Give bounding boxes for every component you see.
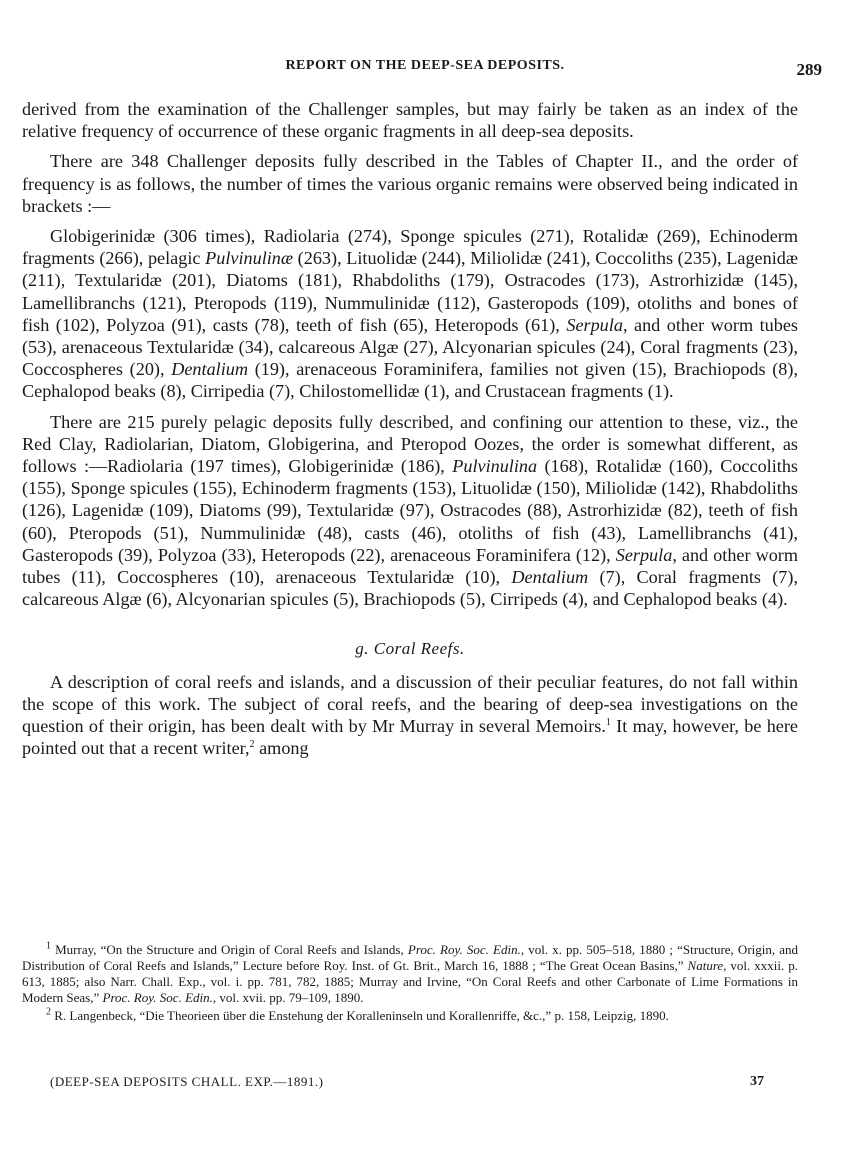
body-text xyxy=(22,98,798,767)
italic-term: Pulvinulinæ xyxy=(205,248,294,269)
text-run: , and other worm tubes (11), Coccospheres (10), arenaceous Textularidæ (10), xyxy=(22,544,799,588)
running-head: REPORT ON THE DEEP-SEA DEPOSITS. xyxy=(285,58,565,73)
text-run: , and other worm tubes (53), arenaceous Textularidæ (34), calcareous Algæ (27), Alcyonarian spicules (24), Coral fragments (23), Coccospheres (20), xyxy=(22,314,798,380)
text-run: (19), arenaceous Foraminifera, families not given (15), Brachiopods (8), Cephalopod beaks (8), Cirripedia (7), Chilostomellidæ (1), and Crustacean fragments (1). xyxy=(22,359,798,402)
footnotes xyxy=(22,942,798,1026)
text-run: A description of coral reefs and islands, and a discussion of their peculiar features, do not fall within the scope of this work. The subject of coral reefs, and the bearing of deep-sea investigations on the question of their origin, has been dealt with by Mr Murray in several Memoirs. xyxy=(22,671,798,737)
text-run: Globigerinidæ (306 times), Radiolaria (274), Sponge spicules (271), Rotalidæ (269), Echinoderm fragments (266), pelagic xyxy=(22,226,798,269)
italic-citation: Proc. Roy. Soc. Edin. xyxy=(407,942,521,957)
paragraph-continuation: derived from the examination of the Challenger samples, but may fairly be taken as an index of the relative frequency of occurrence of these organic fragments in all deep-sea deposits. xyxy=(22,99,798,142)
footnote-2 xyxy=(22,1008,798,1024)
page-footer xyxy=(22,1074,828,1094)
text-run: , vol. x. pp. 505–518, 1880 ; “Structure, Origin, and Distribution of Coral Reefs and Islands,” Lecture before Roy. Inst. of Gt. Brit., March 16, 1888 ; “The Great Ocean Basins,” xyxy=(22,942,799,973)
italic-term: Dentalium xyxy=(171,359,249,380)
paragraph-challenger-deposits: There are 348 Challenger deposits fully described in the Tables of Chapter II., and the order of frequency is as follows, the number of times the various organic remains were observed being indicated in brackets :— xyxy=(22,151,798,216)
italic-term: Dentalium xyxy=(511,567,589,588)
footnote-ref[interactable]: 1 xyxy=(605,717,611,729)
text-run: , vol. xxxii. p. 613, 1885; also Narr. Chall. Exp., vol. i. pp. 781, 782, 1885; Murray and Irvine, “On Coral Reefs and other Carbonate of Lime Formations in Modern Seas,” xyxy=(22,958,798,1005)
text-run: , vol. xvii. pp. 79–109, 1890. xyxy=(212,990,364,1005)
page-number: 289 xyxy=(796,60,822,79)
text-run: R. Langenbeck, “Die Theorieen über die Enstehung der Koralleninseln und Korallenriffe, &c.,” p. 158, Leipzig, 1890. xyxy=(51,1008,669,1023)
text-run: (7), Coral fragments (7), calcareous Algæ (6), Alcyonarian spicules (5), Brachiopods (5), Cirripeds (4), and Cephalopod beaks (4). xyxy=(22,567,799,610)
footnote-mark: 2 xyxy=(46,1006,51,1018)
italic-citation: Proc. Roy. Soc. Edin. xyxy=(102,990,213,1005)
italic-term: Pulvinulina xyxy=(452,456,538,477)
footnote-1 xyxy=(22,942,798,1006)
section-heading: g. Coral Reefs. xyxy=(355,639,465,659)
italic-term: Serpula xyxy=(615,544,673,565)
signature-number: 37 xyxy=(750,1074,764,1089)
paragraph-coral-reefs xyxy=(22,671,798,760)
paragraph-frequency-list xyxy=(22,225,798,403)
footnote-mark: 1 xyxy=(46,940,51,952)
text-run: (263), Lituolidæ (244), Miliolidæ (241), Coccoliths (235), Lagenidæ (211), Textularidæ (201), Diatoms (181), Rhabdoliths (179), Ostracodes (173), Astrorhizidæ (145), Lamellibranchs (121), Pteropods (119), Nummulinidæ (112), Gasteropods (109), otoliths and bones of fish (102), Polyzoa (91), casts (78), teeth of fish (65), Heteropods (61), xyxy=(22,248,798,335)
footnote-ref[interactable]: 2 xyxy=(249,739,255,751)
text-run: among xyxy=(254,738,309,759)
page-header xyxy=(22,58,828,82)
text-run: It may, however, be here pointed out that a recent writer, xyxy=(22,716,798,759)
text-run: There are 215 purely pelagic deposits fully described, and confining our attention to these, viz., the Red Clay, Radiolarian, Diatom, Globigerina, and Pteropod Oozes, the order is somewhat different, as follows :—Radiolaria (197 times), Globigerinidæ (186), xyxy=(22,411,798,477)
italic-term: Serpula xyxy=(566,314,623,335)
signature-line: (DEEP-SEA DEPOSITS CHALL. EXP.—1891.) xyxy=(50,1074,324,1089)
italic-citation: Nature xyxy=(687,958,724,973)
text-run: (168), Rotalidæ (160), Coccoliths (155), Sponge spicules (155), Echinoderm fragments (153), Lituolidæ (150), Miliolidæ (142), Rhabdoliths (126), Lagenidæ (109), Diatoms (99), Textularidæ (97), Ostracodes (88), Astrorhizidæ (82), teeth of fish (60), Pteropods (51), Nummulinidæ (48), casts (46), otoliths of fish (43), Lamellibranchs (41), Gasteropods (39), Polyzoa (33), Heteropods (22), arenaceous Foraminifera (12), xyxy=(22,456,799,565)
text-run: Murray, “On the Structure and Origin of Coral Reefs and Islands, xyxy=(51,942,408,957)
paragraph-pelagic-deposits xyxy=(22,411,798,611)
